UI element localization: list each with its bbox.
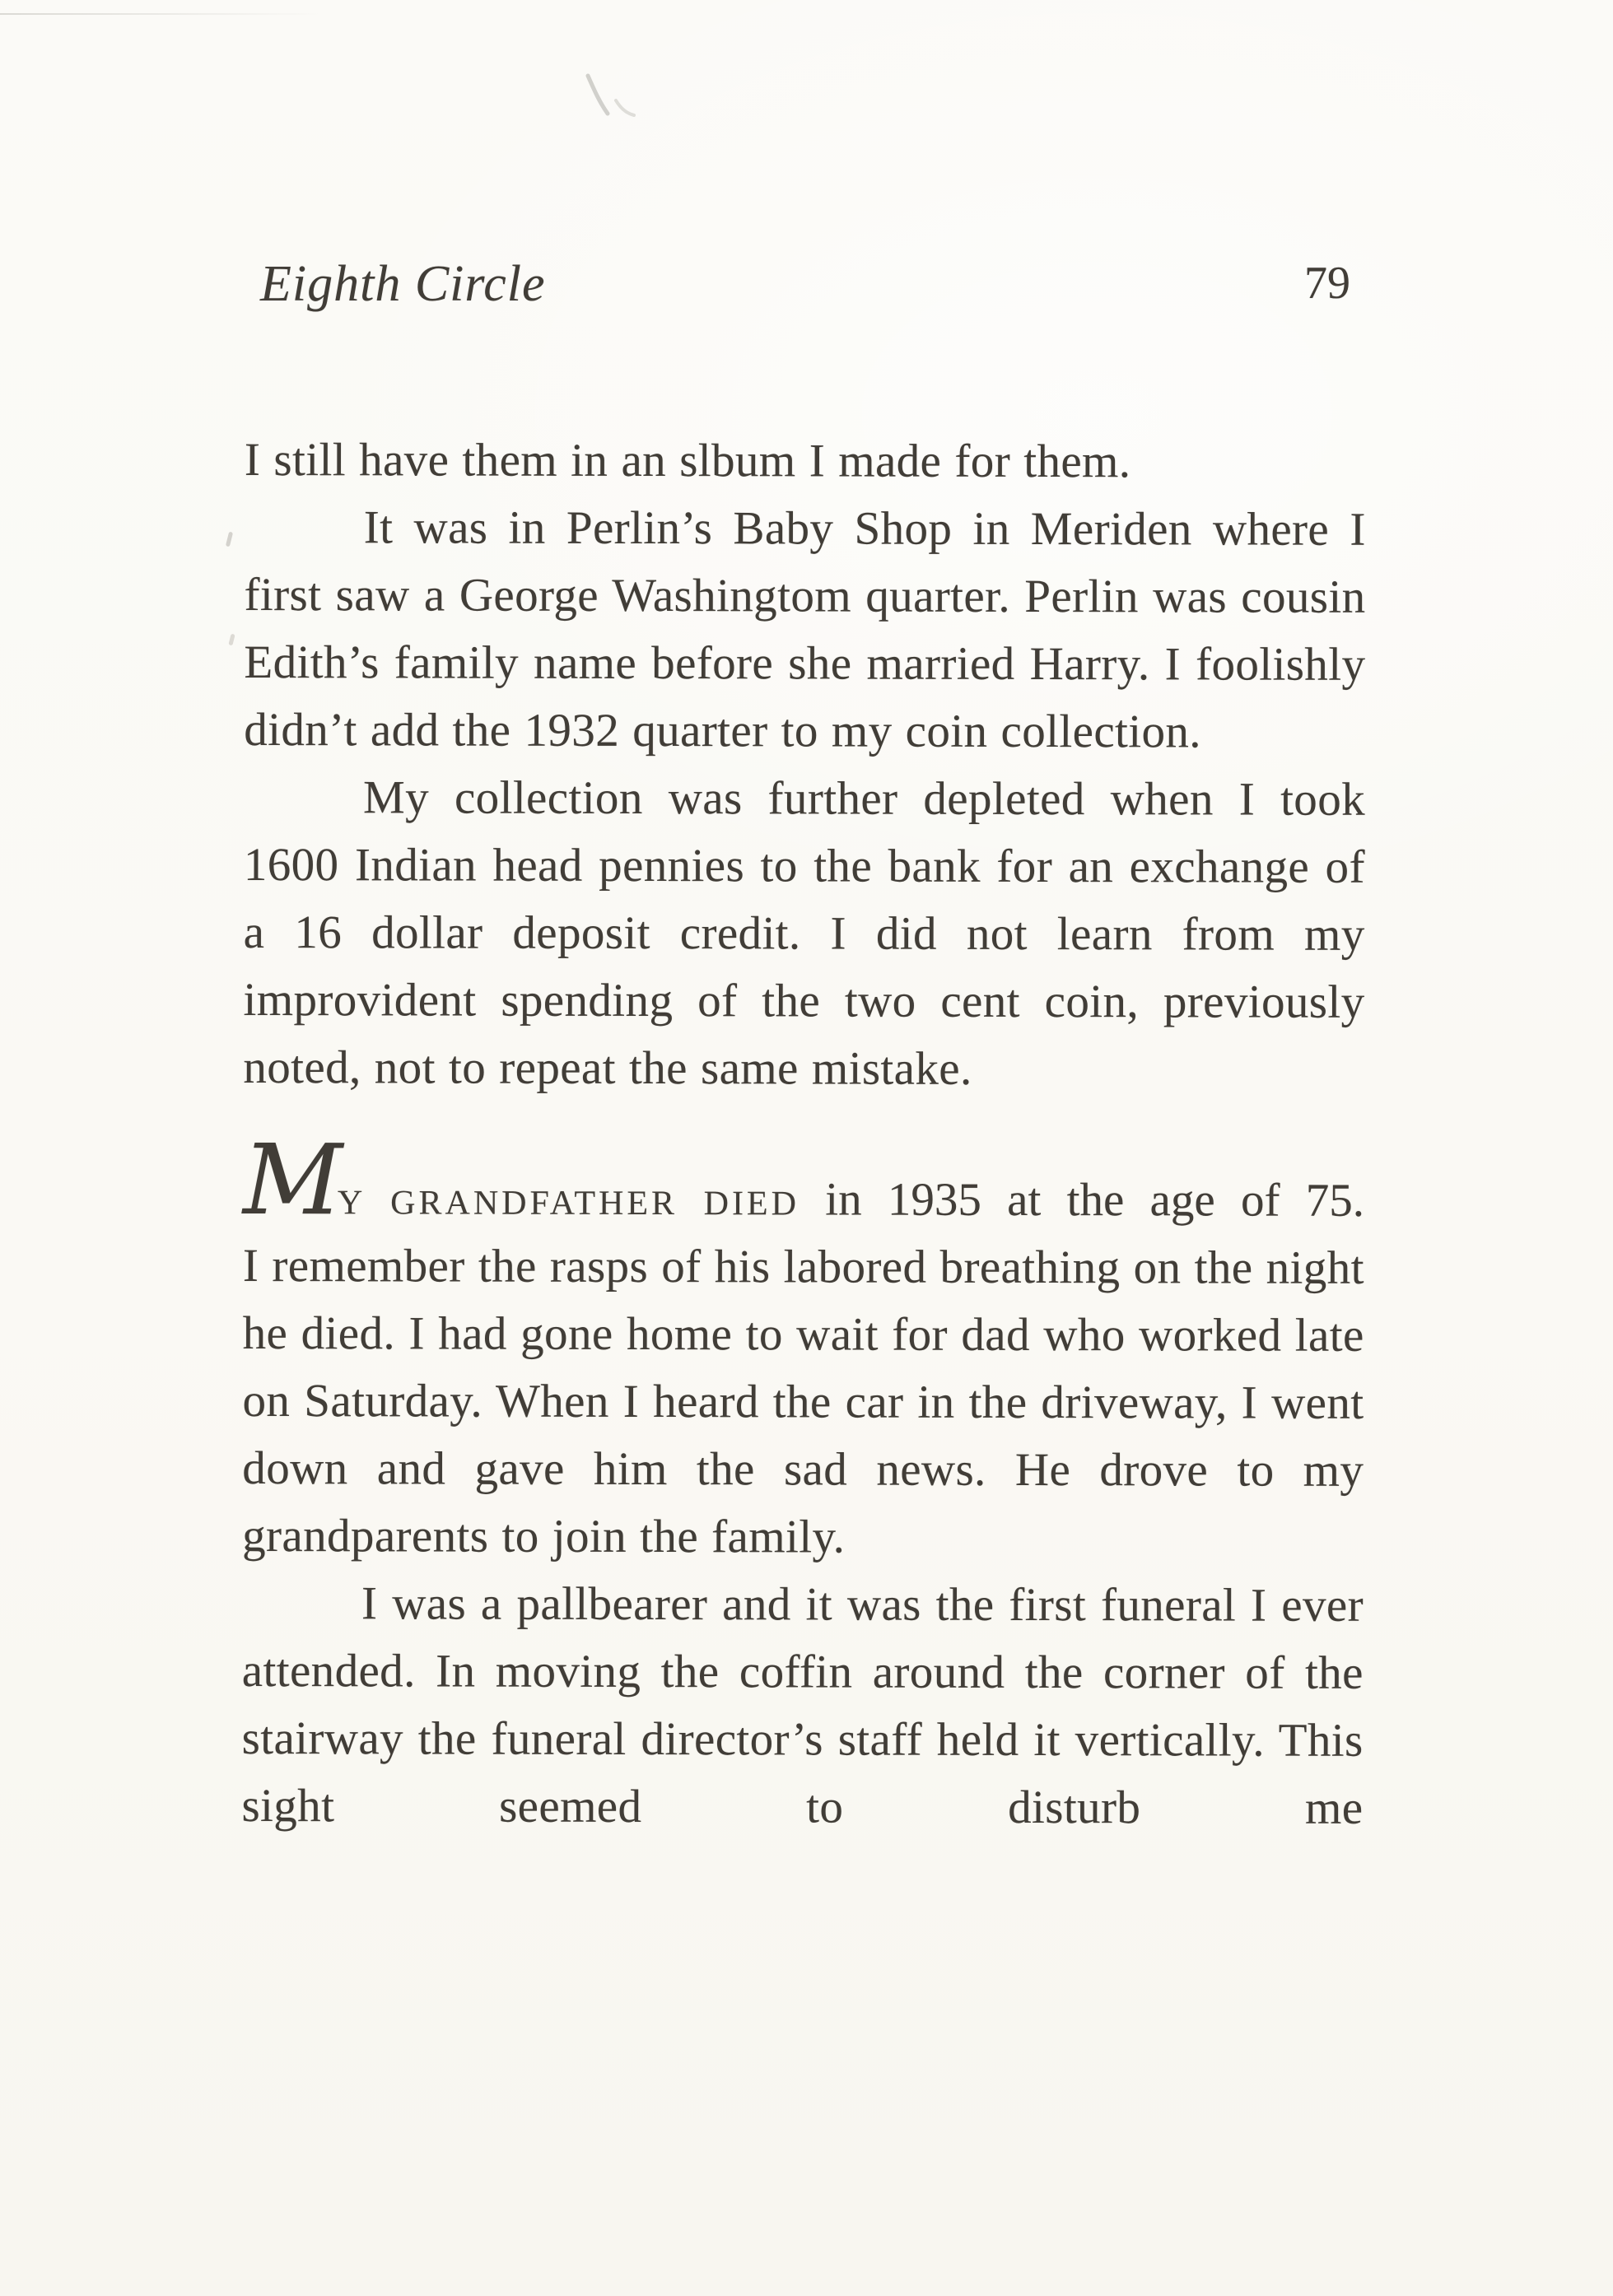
paragraph: My collection was further depleted when I took 1600 Indian head pennies to the bank for an exchange of a 16 dollar deposit credit. I did not learn from my improvident spending of the two cent coin, previously noted, not to repeat the same mistake. bbox=[243, 771, 1366, 1095]
scan-speck bbox=[226, 532, 233, 547]
section-opening-rest: in 1935 at the age of 75. bbox=[825, 1173, 1365, 1227]
paragraph: It was in Perlin’s Baby Shop in Meriden where I first saw a George Washingtom quarter. Perlin was cousin Edith’s family name before she married Harry. I foolishly didn’t add the 1932 quarter to my coin collection. bbox=[244, 501, 1366, 758]
scan-edge-artifact bbox=[0, 13, 321, 15]
scan-smudge bbox=[576, 71, 642, 137]
paragraph: I was a pallbearer and it was the first funeral I ever attended. In moving the coffin around the corner of the stairway the funeral director’s staff held it vertically. This sight seemed to disturb me bbox=[241, 1577, 1364, 1834]
page-number: 79 bbox=[1304, 258, 1350, 309]
section-smallcaps: Y GRANDFATHER DIED bbox=[337, 1184, 800, 1223]
section-opening-line bbox=[242, 1122, 1365, 1237]
text-column bbox=[241, 426, 1366, 1842]
paragraph: I remember the rasps of his labored breathing on the night he died. I had gone home to wait for dad who worked late on Saturday. When I heard the car in the driveway, I went down and gave him the sad news. He drove to my grandparents to join the family. bbox=[242, 1239, 1364, 1563]
running-header-title: Eighth Circle bbox=[260, 256, 546, 312]
paragraph: I still have them in an slbum I made for them. bbox=[244, 434, 1131, 488]
scan-speck bbox=[228, 634, 235, 646]
dropcap-initial: M bbox=[242, 1122, 343, 1237]
